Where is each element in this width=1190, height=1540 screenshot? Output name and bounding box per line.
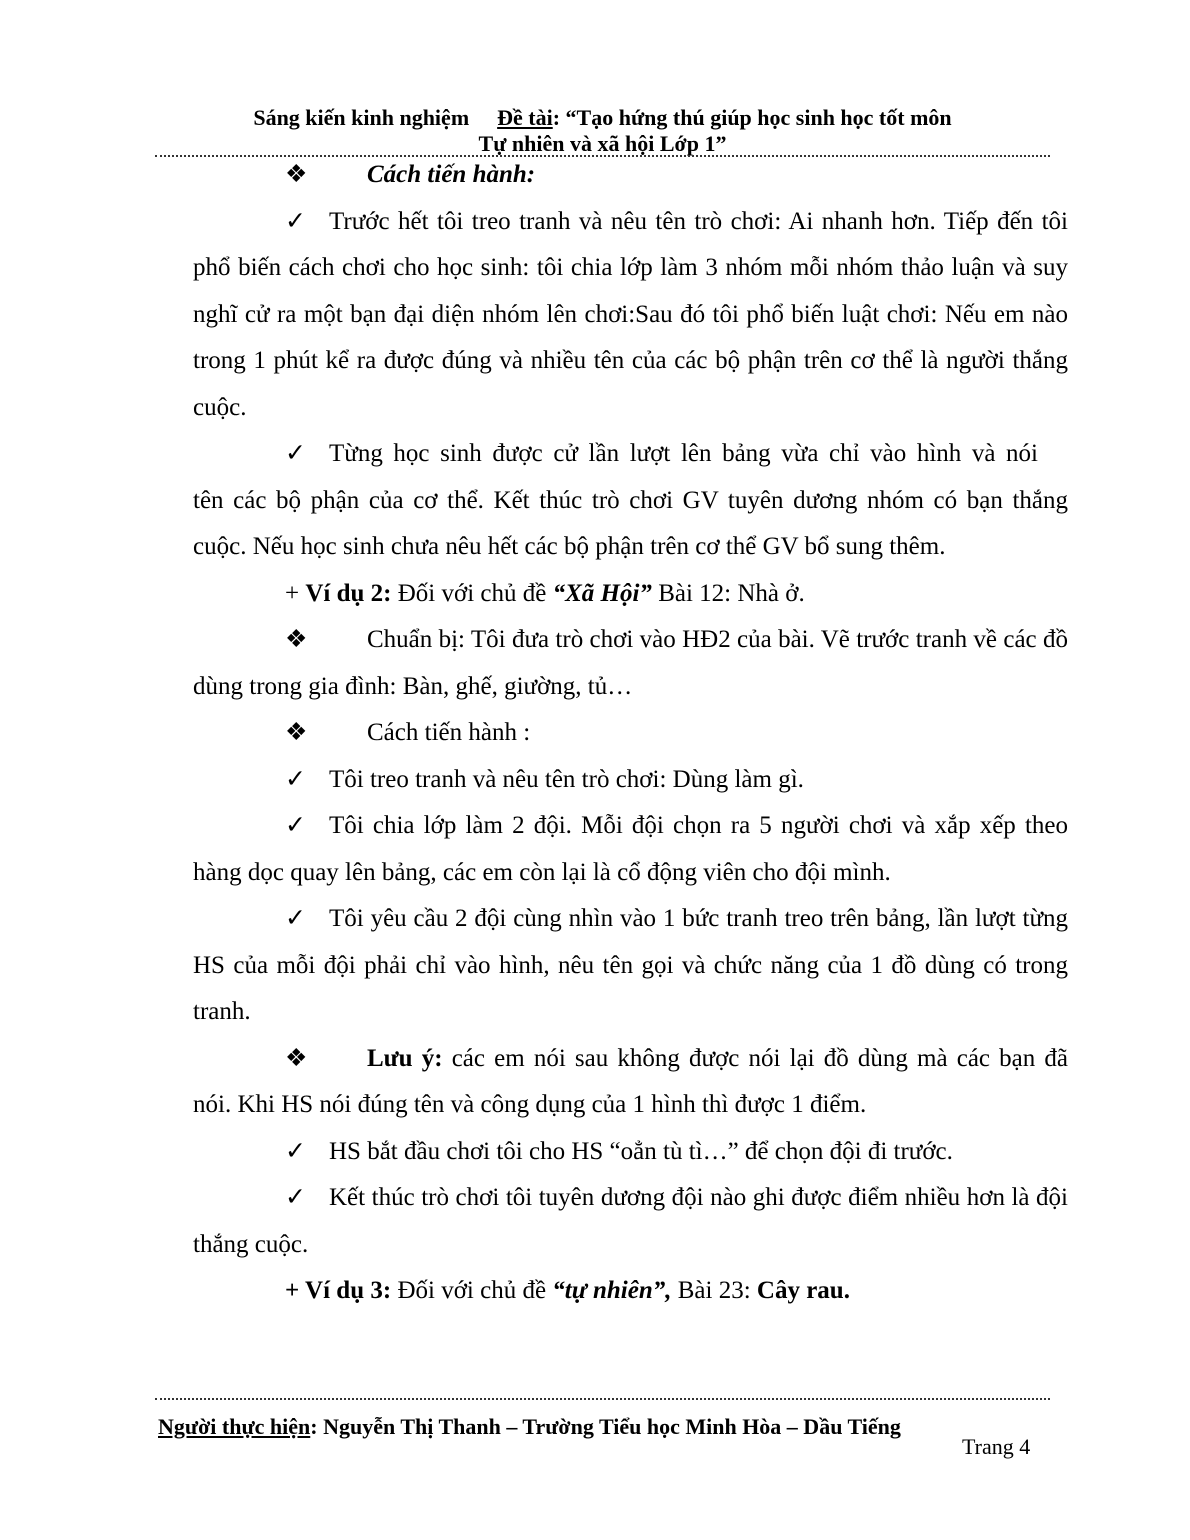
paragraph-10: ❖ Lưu ý: các em nói sau không được nói lại đồ dùng mà các bạn đã nói. Khi HS nói đúng tên và công dụng của 1 hình thì được 1 điểm.	[193, 1036, 1068, 1129]
footer-label: Người thực hiện	[158, 1414, 311, 1439]
diamond-bullet-icon: ❖	[285, 1044, 308, 1072]
header-label: Sáng kiến kinh nghiệm	[253, 105, 470, 130]
diamond-bullet-icon: ❖	[285, 626, 308, 653]
paragraph-2: ✓ Trước hết tôi treo tranh và nêu tên trò chơi: Ai nhanh hơn. Tiếp đến tôi phổ biến cách chơi cho học sinh: tôi chia lớp làm 3 nhóm mỗi nhóm thảo luận và suy nghĩ cử ra một bạn đại diện nhóm lên chơi:Sau đó tôi phổ biến luật chơi: Nếu em nào trong 1 phút kể ra được đúng và nhiều tên của các bộ phận trên cơ thể là người thắng cuộc.	[193, 199, 1068, 432]
check-bullet-icon: ✓	[285, 905, 306, 932]
header-topic-label: Đề tài	[497, 105, 553, 130]
paragraph-9: ✓ Tôi yêu cầu 2 đội cùng nhìn vào 1 bức tranh treo trên bảng, lần lượt từng HS của mỗi đội phải chỉ vào hình, nêu tên gọi và chức năng của 1 đồ dùng có trong tranh.	[193, 896, 1068, 1036]
paragraph-5: ❖ Chuẩn bị: Tôi đưa trò chơi vào HĐ2 của bài. Vẽ trước tranh về các đồ dùng trong gia đình: Bàn, ghế, giường, tủ…	[193, 617, 1068, 710]
paragraph-6: ❖ Cách tiến hành :	[193, 710, 1068, 757]
paragraph-8: ✓ Tôi chia lớp làm 2 đội. Mỗi đội chọn ra 5 người chơi và xắp xếp theo hàng dọc quay lên bảng, các em còn lại là cổ động viên cho đội mình.	[193, 803, 1068, 896]
paragraph-example-2: + Ví dụ 2: Đối với chủ đề “Xã Hội” Bài 12: Nhà ở.	[285, 579, 805, 607]
check-bullet-icon: ✓	[285, 1137, 306, 1165]
page-footer	[158, 1412, 901, 1442]
footer-divider	[155, 1398, 1050, 1400]
check-bullet-icon: ✓	[285, 440, 306, 467]
paragraph-3b: tên các bộ phận của cơ thể. Kết thúc trò chơi GV tuyên dương nhóm có bạn thắng cuộc. Nếu học sinh chưa nêu hết các bộ phận trên cơ thể GV bổ sung thêm.	[193, 486, 1068, 560]
header-topic-line2: Tự nhiên và xã hội Lớp 1”	[478, 131, 727, 156]
paragraph-1: ❖ Cách tiến hành:	[193, 152, 1068, 199]
diamond-bullet-icon: ❖	[285, 161, 308, 188]
page-number: Trang 4	[962, 1434, 1031, 1459]
header-line-1	[155, 103, 1050, 133]
diamond-bullet-icon: ❖	[285, 719, 308, 746]
paragraph-example-3: + Ví dụ 3: Đối với chủ đề “tự nhiên”, Bài 23: Cây rau.	[285, 1277, 850, 1304]
paragraph-7: ✓ Tôi treo tranh và nêu tên trò chơi: Dùng làm gì.	[193, 757, 1068, 804]
header-topic-line1: : “Tạo hứng thú giúp học sinh học tốt môn	[552, 105, 952, 130]
paragraph-12: ✓ Kết thúc trò chơi tôi tuyên dương đội nào ghi được điểm nhiều hơn là đội thắng cuộc.	[193, 1175, 1068, 1268]
check-bullet-icon: ✓	[285, 207, 306, 235]
page-header	[155, 103, 1050, 155]
paragraph-11: ✓ HS bắt đầu chơi tôi cho HS “oẳn tù tì…” để chọn đội đi trước.	[193, 1129, 1068, 1176]
check-bullet-icon: ✓	[285, 1184, 306, 1211]
document-body	[193, 152, 1068, 1315]
paragraph-3a: ✓ Từng học sinh được cử lần lượt lên bảng vừa chỉ vào hình và nói	[193, 431, 1068, 478]
check-bullet-icon: ✓	[285, 812, 306, 839]
check-bullet-icon: ✓	[285, 765, 306, 793]
footer-text: : Nguyễn Thị Thanh – Trường Tiểu học Minh Hòa – Dầu Tiếng	[310, 1414, 901, 1439]
